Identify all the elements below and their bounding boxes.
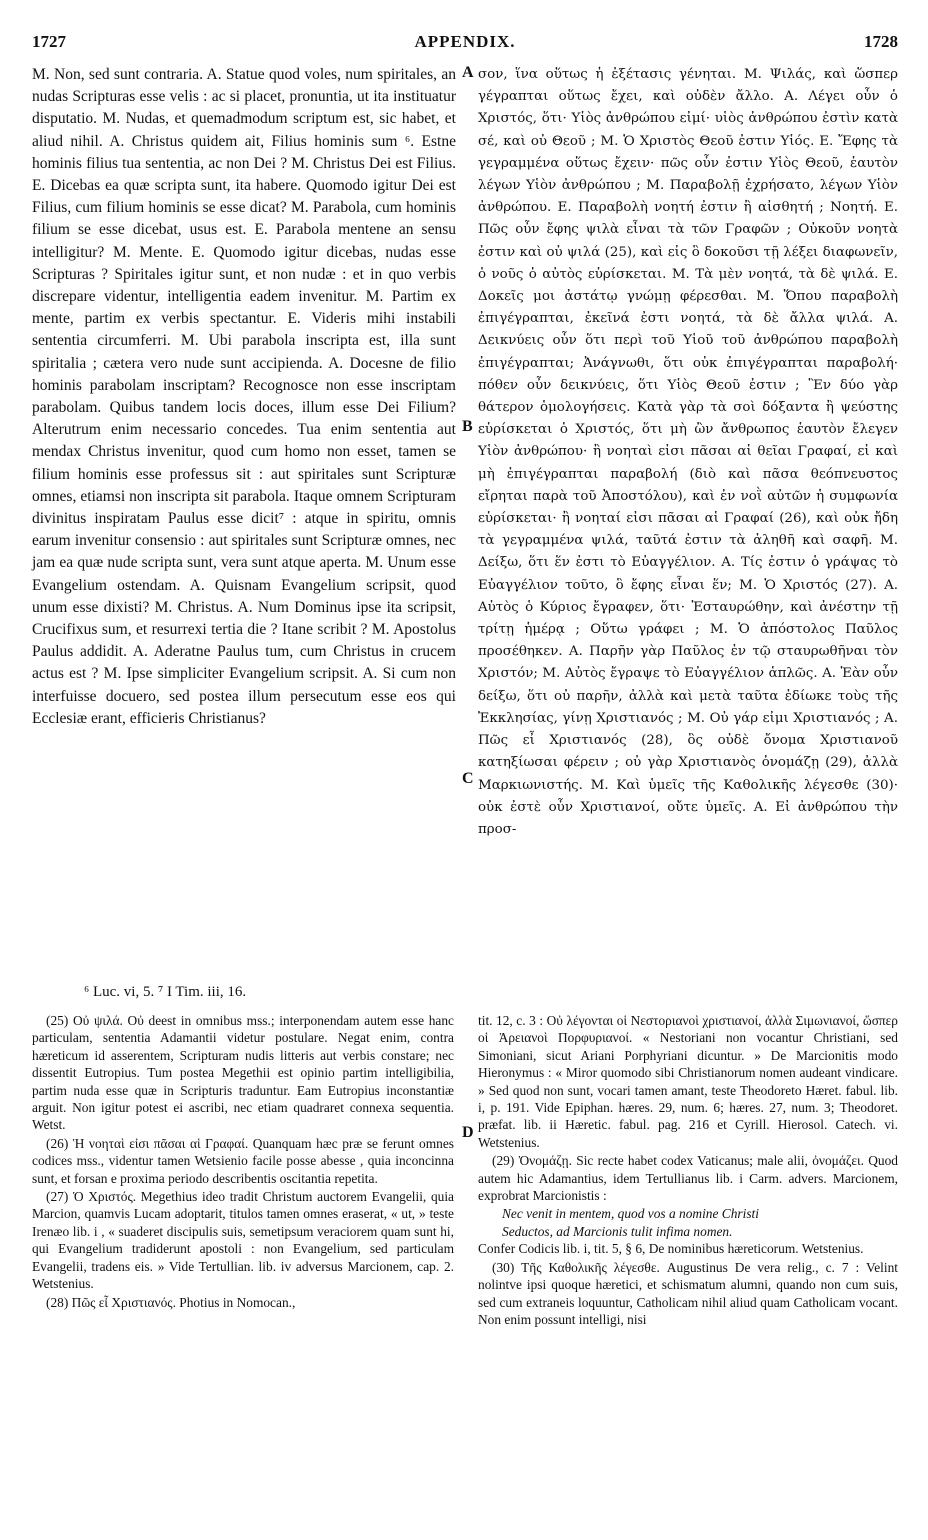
note-27: (27) Ὁ Χριστός. Megethius ideo tradit Christum auctorem Evangelii, quia Marcion, quamvis Lucam adoptarit, titulos tamen omnes eraserat, « ut, » teste Irenæo lib. i , « suaderet discipulis suis, semetipsum veraciorem quam sunt hi, qui Evangelium tradiderunt apostoli : non Evangelium, sed particulam Evangelii, tradens eis. » Vide Tertullian. lib. iv adversus Marcionem, cap. 2. Wetstenius.: [32, 1189, 454, 1292]
note-28: (28) Πῶς εἶ Χριστιανός. Photius in Nomocan.,: [46, 1294, 296, 1310]
note-29: (29) Ὀνομάζῃ. Sic recte habet codex Vaticanus; male alii, ὀνομάζει. Quod autem hic Adamantius, idem Tertullianus lib. i Carm. advers. Marcionem, exprobrat Marcionistis :: [478, 1153, 898, 1204]
verse-line-1: Nec venit in mentem, quod vos a nomine Christi: [502, 1206, 759, 1222]
margin-letter-a: A: [462, 64, 474, 81]
margin-letter-b: B: [462, 418, 473, 435]
notes-left-column: [32, 1012, 454, 1312]
left-column-number: 1727: [32, 32, 66, 51]
greek-dialogue-text: σον, ἵνα οὕτως ἡ ἐξέτασις γένηται. Μ. Ψιλάς, καὶ ὥσπερ γέγραπται οὕτως ἔχει, καὶ οὐδὲν ἄλλο. Α. Λέγει οὖν ὁ Χριστός, ὅτι· Υἱὸς ἀνθρώπου εἰμί· υἱὸς ἀνθρώπου ἐστὶν κατὰ σέ, καὶ οὐ Θεοῦ ; Μ. Ὁ Χριστὸς Θεοῦ ἐστιν Υἱός. Ε. Ἔφης τὰ γεγραμμένα οὕτως ἔχειν· πῶς οὖν ἐστιν Υἱὸς Θεοῦ, ἑαυτὸν λέγων Υἱὸν ἀνθρώπου ; Μ. Παραβολῇ ἐχρήσατο, λέγων Υἱὸν ἀνθρώπου. Ε. Παραβολὴ νοητή ἐστιν ἢ αἰσθητή ; Νοητή. Ε. Πῶς οὖν ἔφης ψιλὰ εἶναι τὰ τῶν Γραφῶν ; Οὐκοῦν νοητὰ ἐστιν καὶ οὐ ψιλά (25), καὶ εἰς ὃ δοκοῦσι τῇ λέξει διαφωνεῖν, ὁ νοῦς ὁ αὐτὸς εὑρίσκεται. Μ. Τὰ μὲν νοητά, τὰ δὲ ψιλά. Ε. Δοκεῖς μοι ἀστάτῳ γνώμῃ φέρεσθαι. Μ. Ὅπου παραβολὴ ἐπιγέγραπται, ἐκεῖνά ἐστι νοητά, τὰ δὲ ἄλλα ψιλά. Α. Δεικνύεις οὖν ὅτι περὶ τοῦ Υἱοῦ τοῦ ἀνθρώπου παραβολὴ ἐπιγέγραπται; Ἀνάγνωθι, ὅτι οὐκ ἐπιγέγραπται παραβολή· πόθεν οὖν δεικνύεις, ὅτι Υἱὸς Θεοῦ ἐστιν ; Ἓν δύο γὰρ θάτερον ὁμολογήσεις. Κατὰ γὰρ τὰ σοὶ δόξαντα ἢ ψεύστης εὑρίσκεται ὁ Χριστός, ὅτι μὴ ὢν ἄνθρωπος ἑαυτὸν ἔλεγεν Υἱὸν ἀνθρώπου· ἢ νοηταὶ εἰσι πᾶσαι αἱ θεῖαι Γραφαί, εἰ καὶ μὴ ἐπιγέγραπται παραβολή (διὸ καὶ πᾶσα θεόπνευστος εἴρηται παρὰ τοῦ Ἀποστόλου), καὶ ἐν νοῒ αὐτῶν ἡ συμφωνία εὑρίσκεται· ἢ νοηταί εἰσι πᾶσαι αἱ Γραφαί (26), καὶ οὐκ ἤδη τὰ γεγραμμένα ψιλά, ταῦτά ἐστιν τὰ ἀληθῆ καὶ σαφῆ. Μ. Δείξω, ὅτι ἕν ἐστι τὸ Εὐαγγέλιον. Α. Τίς ἐστιν ὁ γράψας τὸ Εὐαγγέλιον τοῦτο, ὃ ἔφης εἶναι ἕν; Μ. Ὁ Χριστός (27). Α. Αὐτὸς ὁ Κύριος ἔγραφεν, ὅτι· Ἐσταυρώθην, καὶ ἀνέστην τῇ τρίτῃ ἡμέρᾳ ; Οὕτω γράφει ; Μ. Ὁ ἀπόστολος Παῦλος προσέθηκεν. Α. Παρῆν γὰρ Παῦλος ἐν τῷ σταυρωθῆναι τὸν Χριστόν; Μ. Αὐτὸς ἔγραψε τὸ Εὐαγγέλιον ἁπλῶς. Α. Ἐὰν οὖν δείξω, ὅτι οὐ παρῆν, ἀλλὰ καὶ μετὰ ταῦτα ἐδίωκε τοὺς τῆς Ἐκκλησίας, γίνῃ Χριστιανός ; Μ. Οὐ γάρ εἰμι Χριστιανός ; Α. Πῶς εἶ Χριστιανός (28), ὃς οὐδὲ ὄνομα Χριστιανοῦ κατηξίωσαι φέρειν ; οὐ γὰρ Χριστιανὸς ὀνομάζῃ (29), ἀλλὰ Μαρκιωνιστής. Μ. Καὶ ὑμεῖς τῆς Καθολικῆς λέγεσθε (30)· οὐκ ἐστὲ οὖν Χριστιανοί, οὔτε ὑμεῖς. Α. Εἰ ἀνθρώπου τὴν προσ-: [478, 67, 898, 837]
running-title: APPENDIX.: [414, 32, 516, 51]
latin-column: [32, 64, 456, 730]
note-29-continued: Confer Codicis lib. i, tit. 5, § 6, De nominibus hæreticorum. Wetstenius.: [478, 1241, 864, 1257]
verse-line-2: Seductos, ad Marcionis tulit infima nomen.: [502, 1223, 733, 1239]
margin-letter-c: C: [462, 770, 474, 787]
margin-letter-d: D: [462, 1124, 474, 1141]
note-28-continued: tit. 12, c. 3 : Οὐ λέγονται οἱ Νεστοριανοὶ χριστιανοί, ἀλλὰ Σιμωνιανοί, ὥσπερ οἱ Ἀρειανοὶ Πορφυριανοί. « Nestoriani non vocantur Christiani, sed Simoniani, sicut Ariani Porphyriani dicuntur. » De Marcionitis modo Hieronymus : « Miror quomodo sibi Christianorum nomen audeant vindicare. » Sed quod non sunt, vocari tamen amant, teste Theodoreto Hæret. fabul. lib. i, p. 191. Vide Epiphan. hæres. 29, num. 6; hæres. 27, num. 3; Theodoret. præfat. lib. ii Hæretic. fabul. pag. 216 et Cyrill. Hierosol. Catech. vi. Wetstenius.: [478, 1013, 898, 1150]
page-header: [32, 32, 898, 56]
note-30: (30) Τῆς Καθολικῆς λέγεσθε. Augustinus De vera relig., c. 7 : Velint nolintve ipsi quoque hæretici, et schismatum alumni, quando non cum suis, sed cum extraneis loquuntur, Catholicam nihil aliud quam Catholicam vocant. Non enim possunt intelligi, nisi: [478, 1259, 898, 1327]
footnote-references: ⁶ Luc. vi, 5. ⁷ I Tim. iii, 16.: [84, 984, 247, 1000]
greek-column: [478, 64, 898, 841]
note-25: (25) Οὐ ψιλά. Οὐ deest in omnibus mss.; interponendam autem esse hanc particulam, sententia Adamantii videtur postulare. Negat enim, contra hæreticum id asserentem, Scripturam nudis litteris aut verbis constare; nec dissentit Eutropius. Tum postea Megethii est opinio partim intelligibilia, partim nuda esse quæ in Scripturis traduntur. Eam Eutropius inconstantiæ arguit. Non igitur potest ei ascribi, nec etiam quadraret connexa sequentia. Wetst.: [32, 1013, 454, 1133]
latin-dialogue-text: M. Non, sed sunt contraria. A. Statue quod voles, num spiritales, an nudas Scripturas esse velis : ac si placet, pronuntia, ut ita instituatur disputatio. M. Nudas, et quemadmodum scriptum est, sic habet, et aliud nihil. A. Christus quidem ait, Filius hominis sum ⁶. Estne hominis filius tua sententia, ac non Dei ? M. Christus Dei est Filius. E. Dicebas ea quæ scripta sunt, ita habere. Quomodo igitur Dei est Filius, cum filium hominis se esse dicat? M. Parabola, cum hominis filium se esse dicebat, usus est. E. Parabola mentene an sensu intelligitur? M. Mente. E. Quomodo igitur dicebas, nudas esse Scripturas ? Spiritales igitur sunt, et non nudæ : et in quo verbis discrepare videntur, intelligentia eadem invenitur. M. Partim ex mente, partim ex verbis spectantur. E. Videris mihi instabili sententia circumferri. M. Ubi parabola inscripta est, illa sunt spiritalia ; cætera vero nude sunt accipienda. A. Docesne de filio hominis parabolam inscriptam? Recognosce non esse inscriptam parabolam. Quibus tandem locis doces, illum esse Dei Filium? Alterutrum enim necessario concedes. Tua enim sententia aut mendax Christus invenitur, quod cum homo non esset, tamen se filium hominis esse professus sit : aut spiritales sunt Scripturæ omnes, etiamsi non inscripta sit parabola. Itaque omnem Scripturam divinitus inspiratam Paulus esse dicit⁷ : atque in spiritu, omnis earum invenitur consensio : aut spiritales sunt Scripturæ omnes, nec jam ea quæ nude scripta sunt, vera sunt atque aperta. M. Unum esse Evangelium ostendam. A. Quisnam Evangelium scripsit, quod unum esse dixisti? M. Christus. A. Num Dominus ipse ita scripsit, Crucifixus sum, et resurrexi tertia die ? Itane scribit ? M. Apostolus Paulus addidit. A. Aderatne Paulus tum, cum Christus in crucem actus est ? M. Ipse simpliciter Evangelium scripsit. A. Si cum non interfuisse docuero, sed postea illum persecutum esse eos qui Ecclesiæ erant, efficieris Christianus?: [32, 66, 456, 727]
note-26: (26) Ἡ νοηταὶ εἰσι πᾶσαι αἱ Γραφαί. Quanquam hæc præ se ferunt omnes codices mss., videntur tamen Wetsienio facile posse abesse , quia inconcinna sunt, et forsan e proxima periodo describentis oscitantia repetita.: [32, 1135, 454, 1186]
right-column-number: 1728: [864, 32, 898, 51]
notes-right-column: [478, 1012, 898, 1329]
